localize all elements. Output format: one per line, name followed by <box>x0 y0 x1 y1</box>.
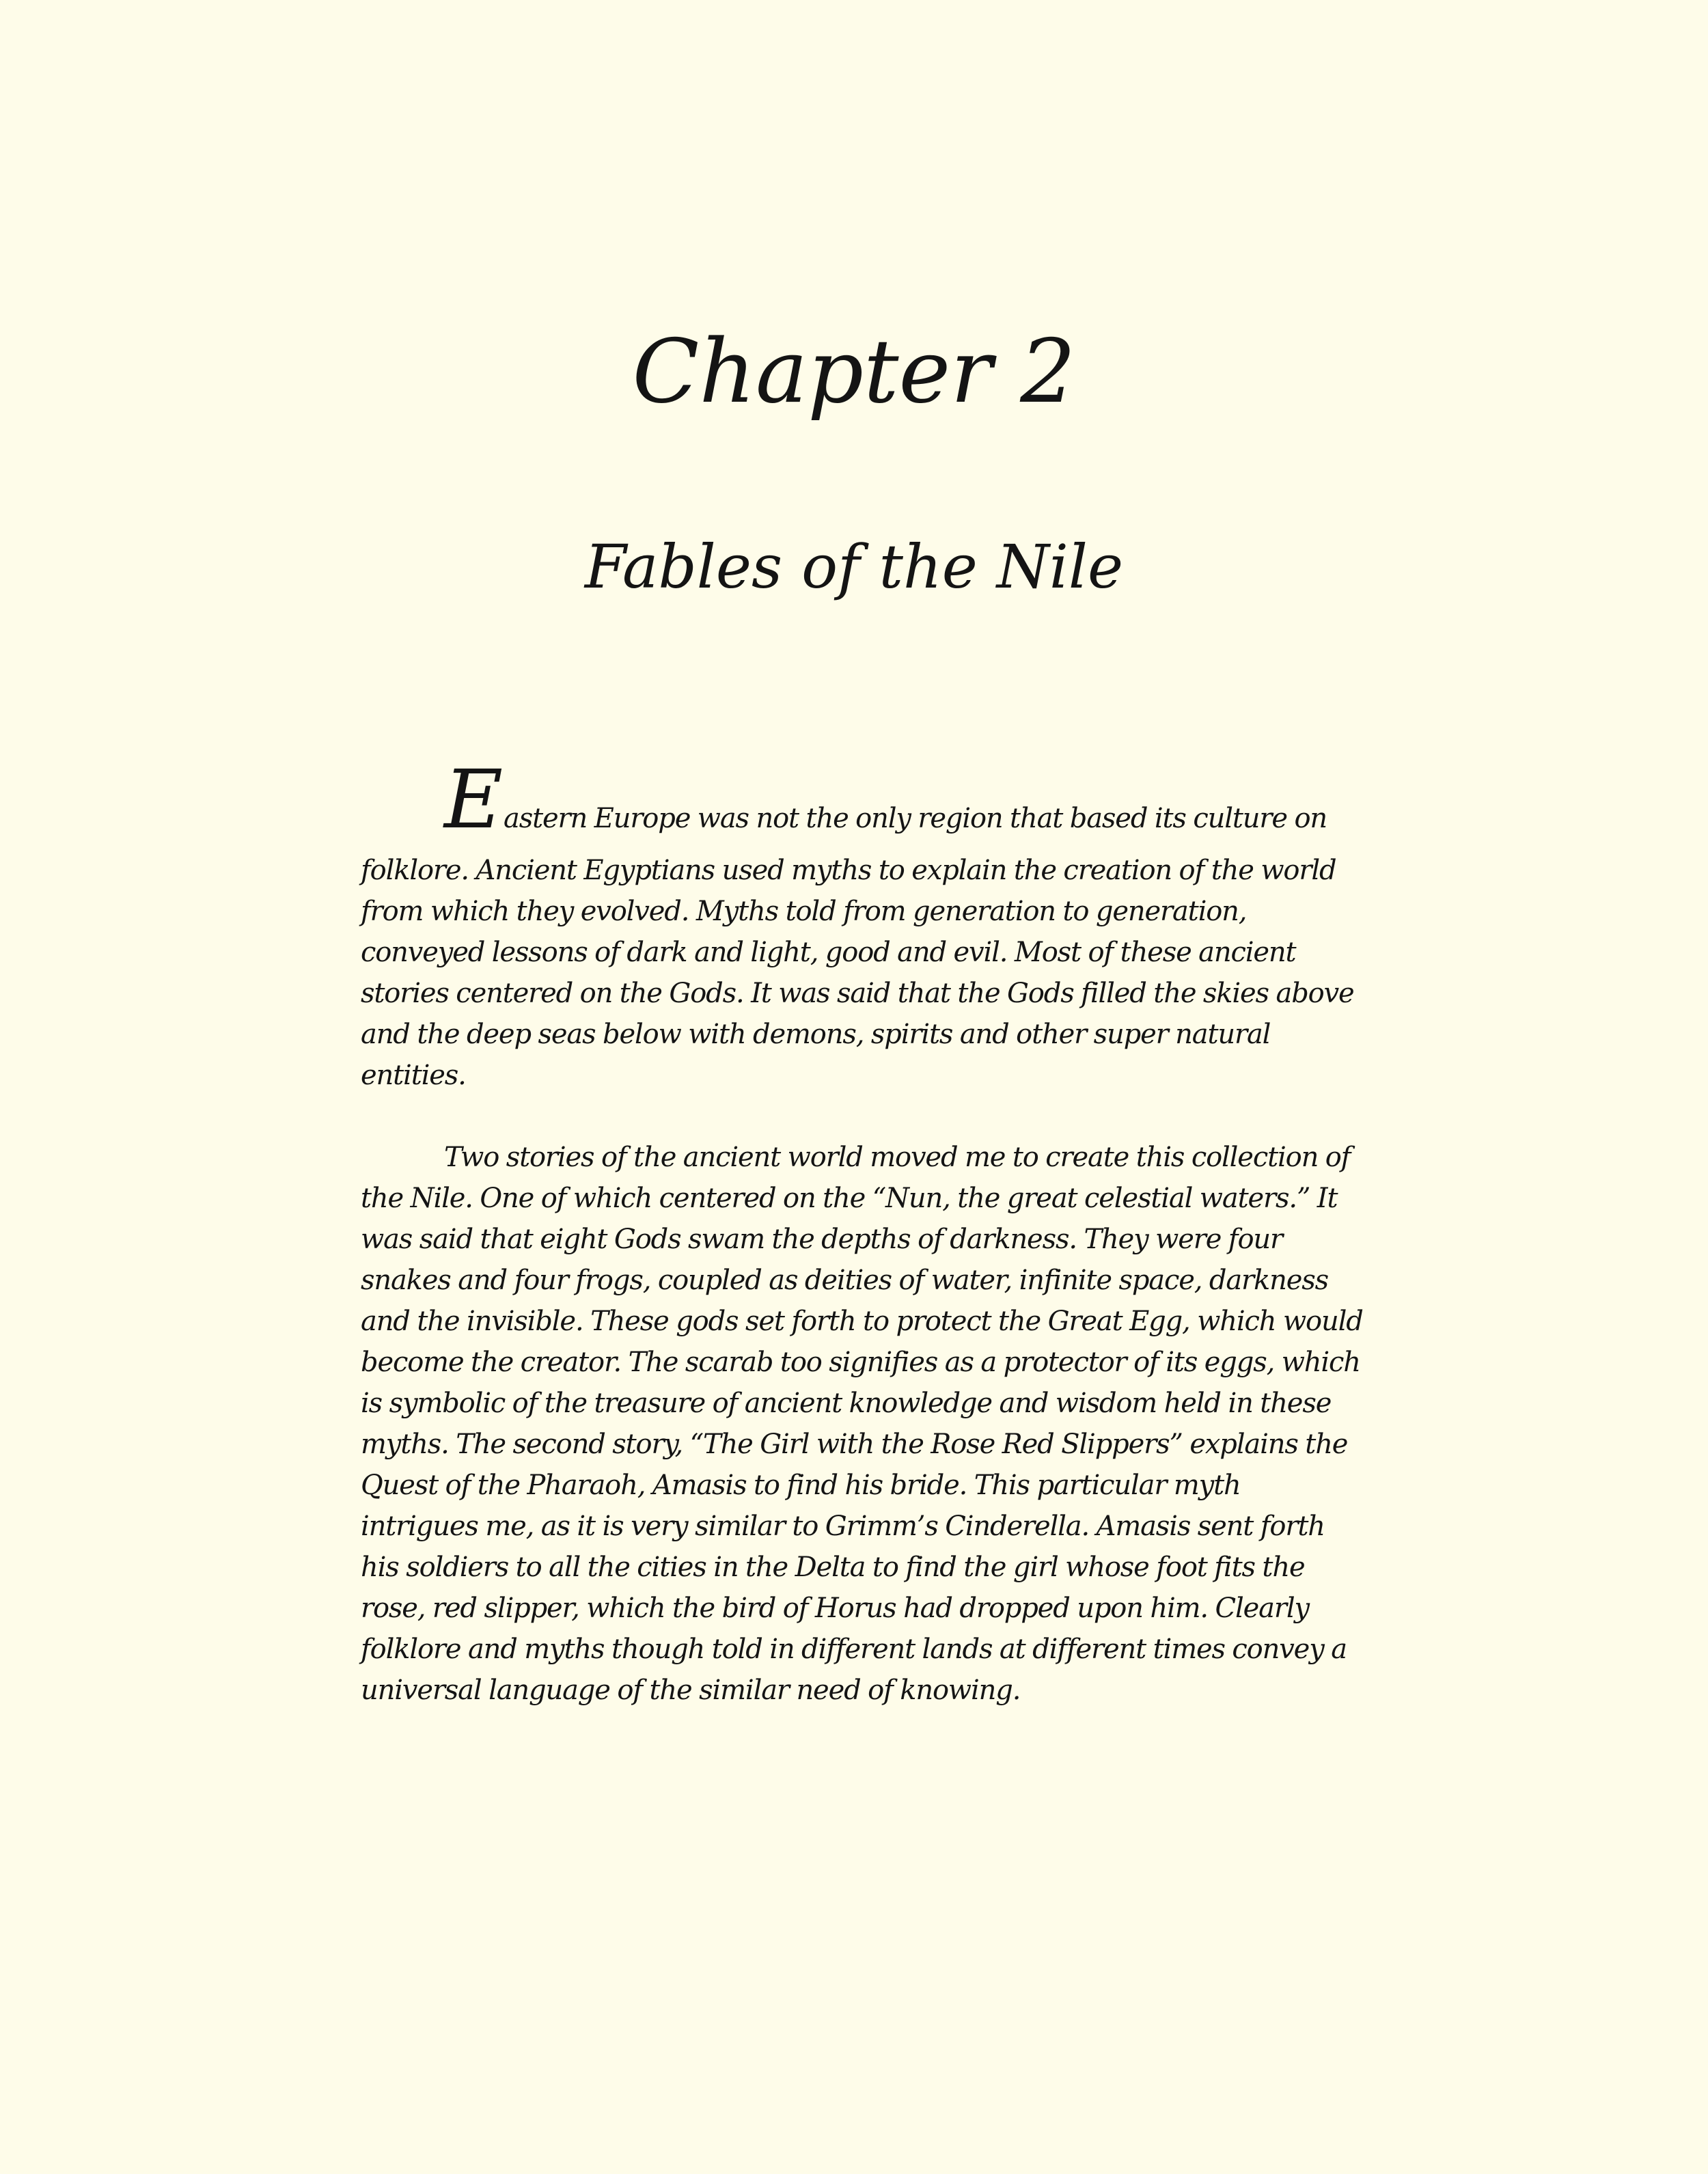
paragraph-intro <box>361 752 1372 1096</box>
paragraph-line: his soldiers to all the cities in the Delta to find the girl whose foot fits the <box>361 1552 1305 1583</box>
chapter-body <box>361 752 1372 1711</box>
paragraph-line: intrigues me, as it is very similar to Grimm’s Cinderella. Amasis sent forth <box>361 1511 1325 1542</box>
paragraph-line: the Nile. One of which centered on the “Nun, the great celestial waters.” It <box>361 1183 1338 1214</box>
paragraph-line: from which they evolved. Myths told from generation to generation, <box>361 896 1247 927</box>
paragraph-line: universal language of the similar need of knowing. <box>361 1675 1021 1706</box>
chapter-number: Chapter 2 <box>632 321 1076 423</box>
paragraph-spacer <box>361 1096 1372 1137</box>
paragraph-line: conveyed lessons of dark and light, good and evil. Most of these ancient <box>361 937 1296 968</box>
paragraph-line: snakes and four frogs, coupled as deities of water, infinite space, darkness <box>361 1265 1328 1296</box>
paragraph-line: and the deep seas below with demons, spirits and other super natural <box>361 1019 1271 1050</box>
paragraph-line: become the creator. The scarab too signifies as a protector of its eggs, which <box>361 1347 1360 1378</box>
paragraph-stories <box>361 1137 1372 1711</box>
paragraph-line: entities. <box>361 1060 466 1091</box>
paragraph-line: myths. The second story, “The Girl with the Rose Red Slippers” explains the <box>361 1429 1348 1460</box>
paragraph-line: folklore and myths though told in different lands at different times convey a <box>361 1634 1347 1665</box>
paragraph-line: rose, red slipper, which the bird of Horus had dropped upon him. Clearly <box>361 1593 1309 1624</box>
paragraph-line: stories centered on the Gods. It was said that the Gods filled the skies above <box>361 978 1354 1009</box>
paragraph-line: Quest of the Pharaoh, Amasis to find his bride. This particular myth <box>361 1470 1241 1501</box>
paragraph-line <box>361 752 1372 850</box>
paragraph-line: is symbolic of the treasure of ancient knowledge and wisdom held in these <box>361 1388 1332 1419</box>
paragraph-line: folklore. Ancient Egyptians used myths to explain the creation of the world <box>361 855 1336 886</box>
chapter-title: Fables of the Nile <box>584 532 1124 602</box>
paragraph-line-text: astern Europe was not the only region that based its culture on <box>504 803 1327 834</box>
paragraph-line: Two stories of the ancient world moved me to create this collection of <box>444 1142 1351 1173</box>
paragraph-line: and the invisible. These gods set forth to protect the Great Egg, which would <box>361 1306 1363 1337</box>
drop-cap: E <box>444 752 502 847</box>
paragraph-line: was said that eight Gods swam the depths of darkness. They were four <box>361 1224 1282 1255</box>
